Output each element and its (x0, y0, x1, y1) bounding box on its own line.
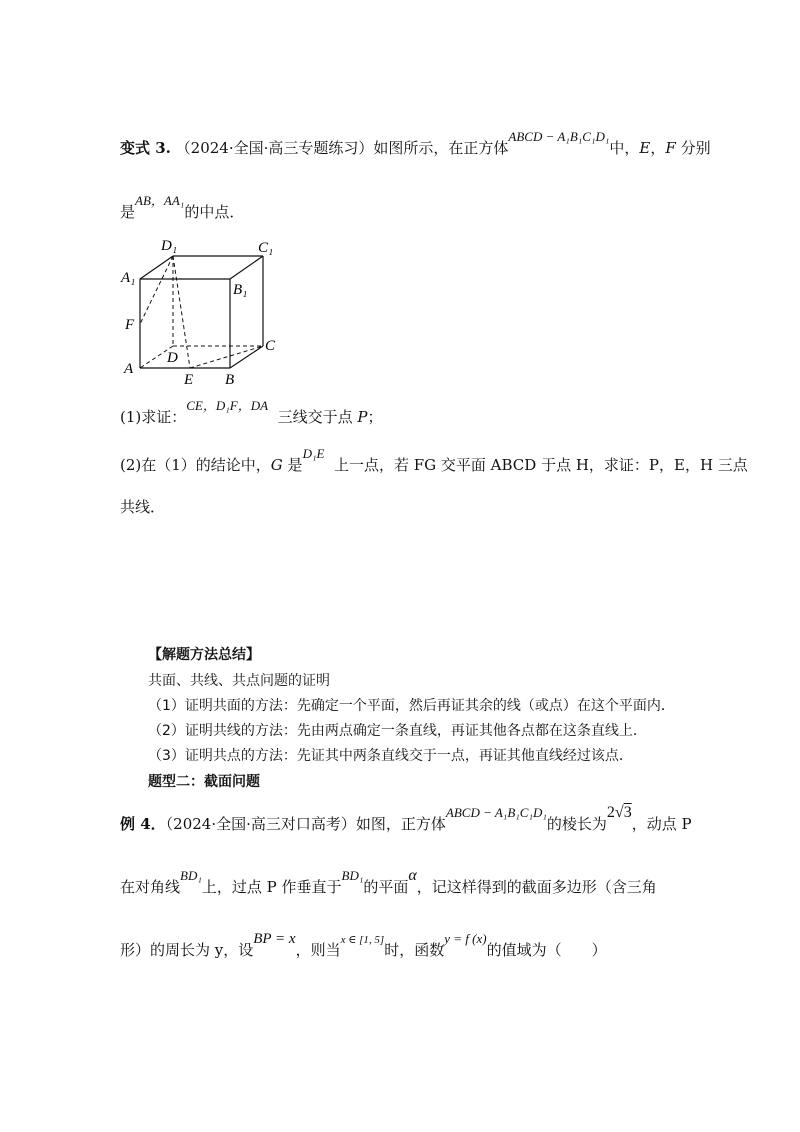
text-tail: 分别 (675, 139, 711, 157)
q1-text: 三线交于点 (277, 408, 353, 426)
l2-d: ，记这样得到的截面多边形（含三角 (416, 878, 657, 896)
interval-formula: x ∈ [1, 5] (340, 934, 385, 946)
label-e: E (184, 372, 194, 388)
variant3-line1 (120, 129, 711, 159)
point-p: P (357, 408, 368, 426)
l3-d: 的值域为（ ） (486, 941, 607, 959)
q2-is: 是 (282, 456, 303, 474)
summary-item-3: （3）证明共点的方法：先证其中两条直线交于一点，再证其他直线经过该点． (148, 748, 633, 764)
q1-prefix: (1)求证： (120, 408, 187, 426)
variant3-source: （2024·全国·高三专题练习）如图所示，在正方体 (175, 139, 509, 157)
q2-text: 上一点，若 FG 交平面 ABCD 于点 H，求证：P，E，H 三点 (333, 456, 748, 474)
example4-line1 (120, 804, 692, 835)
summary-item-1: （1）证明共面的方法：先确定一个平面，然后再证其余的线（或点）在这个平面内． (148, 698, 675, 714)
example4-source: （2024·全国·高三对口高考）如图，正方体 (165, 815, 446, 833)
example4-line2 (120, 867, 657, 898)
d1e-formula: D₁E (302, 446, 325, 461)
bp-formula: BP = x (253, 931, 296, 947)
bd1-formula-2: BD₁ (341, 868, 364, 883)
l2-a: 在对角线 (120, 878, 181, 896)
question-2 (120, 446, 748, 476)
label-d1: D₁ (161, 238, 178, 254)
q2-prefix: (2)在（1）的结论中， (120, 456, 271, 474)
q1-lines-formula: CE，D₁F，DA (186, 398, 269, 413)
question-1 (120, 398, 383, 428)
example4-label: 例 4． (120, 815, 166, 833)
l3-b: ，则当 (295, 941, 341, 959)
point-f: F (665, 139, 676, 157)
edge-post: ，动点 P (631, 815, 692, 833)
bd1-formula: BD₁ (180, 868, 202, 883)
alpha-symbol: α (408, 867, 417, 884)
label-a: A (124, 361, 134, 377)
type2-heading: 题型二：截面问题 (148, 774, 260, 790)
comma: ， (650, 139, 666, 157)
label-f: F (125, 317, 135, 333)
label-a1: A₁ (121, 270, 136, 286)
cube-formula-2: ABCD − A₁B₁C₁D₁ (445, 805, 547, 820)
cube-formula: ABCD − A₁B₁C₁D₁ (508, 129, 610, 144)
l2-c: 的平面 (363, 878, 409, 896)
text-mid: 中， (609, 139, 640, 157)
label-d: D (167, 350, 178, 366)
text-shi: 是 (120, 203, 136, 221)
q1-end: ； (367, 408, 383, 426)
point-g: G (270, 456, 283, 474)
cube-figure (118, 236, 288, 391)
edge-text: 的棱长为 (546, 815, 607, 833)
function-formula: y = f (x) (444, 931, 487, 946)
edge-value: 2√3 (606, 804, 632, 821)
summary-subtitle: 共面、共线、共点问题的证明 (148, 673, 330, 689)
variant3-line2 (120, 193, 245, 223)
summary-title: 【解题方法总结】 (148, 647, 260, 663)
edge-radicand: 3 (623, 804, 632, 821)
point-e: E (639, 139, 651, 157)
ab-aa1-formula: AB，AA₁ (135, 193, 185, 208)
question-2-cont: 共线． (120, 498, 166, 516)
l3-a: 形）的周长为 y，设 (120, 941, 254, 959)
variant3-label: 变式 3. (120, 139, 171, 157)
summary-item-2: （2）证明共线的方法：先由两点确定一条直线，再证其他各点都在这条直线上． (148, 723, 647, 739)
l3-c: 时，函数 (384, 941, 445, 959)
label-c1: C₁ (258, 240, 274, 256)
text-midpoint: 的中点． (184, 203, 245, 221)
l2-b: 上，过点 P 作垂直于 (201, 878, 342, 896)
example4-line3 (120, 931, 607, 962)
edge-coef: 2 (606, 804, 615, 821)
label-b: B (225, 372, 235, 388)
label-b1: B₁ (233, 282, 248, 298)
label-c: C (265, 338, 276, 354)
